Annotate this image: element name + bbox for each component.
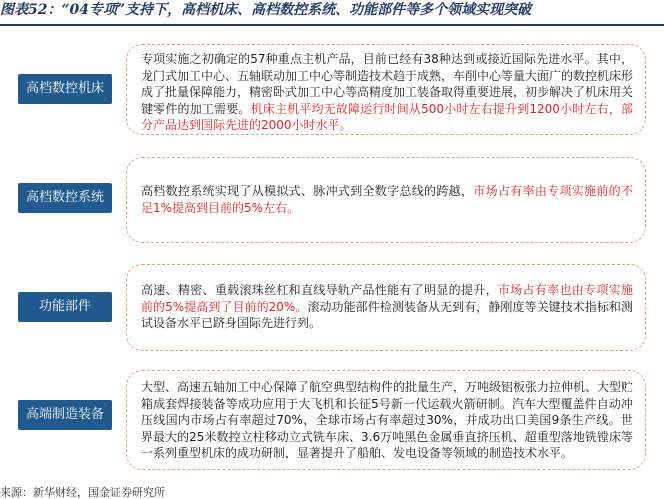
description-text: 专项实施之初确定的57种重点主机产品，目前已经有38种达到或接近国际先进水平。其中，龙门式加工中心、五轴联动加工中心等制造技术趋于成熟，车削中心等量大面广的数控机床形成了批量保障能力，精密卧式加工中心等高精度加工装备取得重要进展，初步解决了机床用关键零件的加工需要。: [141, 52, 634, 116]
description-box: [126, 44, 646, 135]
description-box: [126, 157, 646, 243]
figure-title: 图表52：“04专项”支持下，高档机床、高档数控系统、功能部件等多个领域实现突破: [0, 2, 532, 18]
description-tail: 滚动功能部件检测装备从无到有，静刚度等关键技术指标和测试设备水平已跻身国际先进行列。: [141, 299, 633, 330]
highlight-text: 机床主机平均无故障运行时间从500小时左右提升到1200小时左右，部分产品达到国际先进的2000小时水平。: [141, 101, 633, 132]
description-text: 高档数控系统实现了从模拟式、脉冲式到全数字总线的跨越，: [141, 184, 474, 198]
title-divider: [0, 24, 664, 26]
highlight-text: 市场占有率由专项实施前的不足1%提高到目前的5%左右。: [141, 184, 633, 215]
description-text: 大型、高速五轴加工中心保障了航空典型结构件的批量生产，万吨级铝板张力拉伸机、大型贮箱成套焊接装备等成功应用于大飞机和长征5号新一代运载火箭研制。汽车大型覆盖件自动冲压线国内市场占有率超过70%，全球市场占有率超过30%，并成功出口美国9条生产线。世界最大的25米数控立柱移动立式铣车床、3.6万吨黑色金属垂直挤压机、超重型落地铣镗床等一系列重型机床的成功研制，显著提升了船舶、发电设备等领域的制造技术水平。: [141, 380, 634, 460]
highlight-text: 市场占有率也由专项实施前的5%提高到了目前的20%。: [141, 283, 633, 314]
category-label: 高档数控系统: [18, 183, 112, 213]
description-box: [126, 264, 646, 351]
description-box: [126, 370, 646, 470]
category-label: 高端制造装备: [18, 400, 112, 430]
category-label: 高档数控机床: [18, 74, 112, 104]
description-text: 高速、精密、重载滚珠丝杠和直线导轨产品性能有了明显的提升，: [141, 283, 498, 297]
category-label: 功能部件: [18, 292, 112, 322]
source-note: 来源：新华财经，国金证券研究所: [0, 486, 165, 499]
